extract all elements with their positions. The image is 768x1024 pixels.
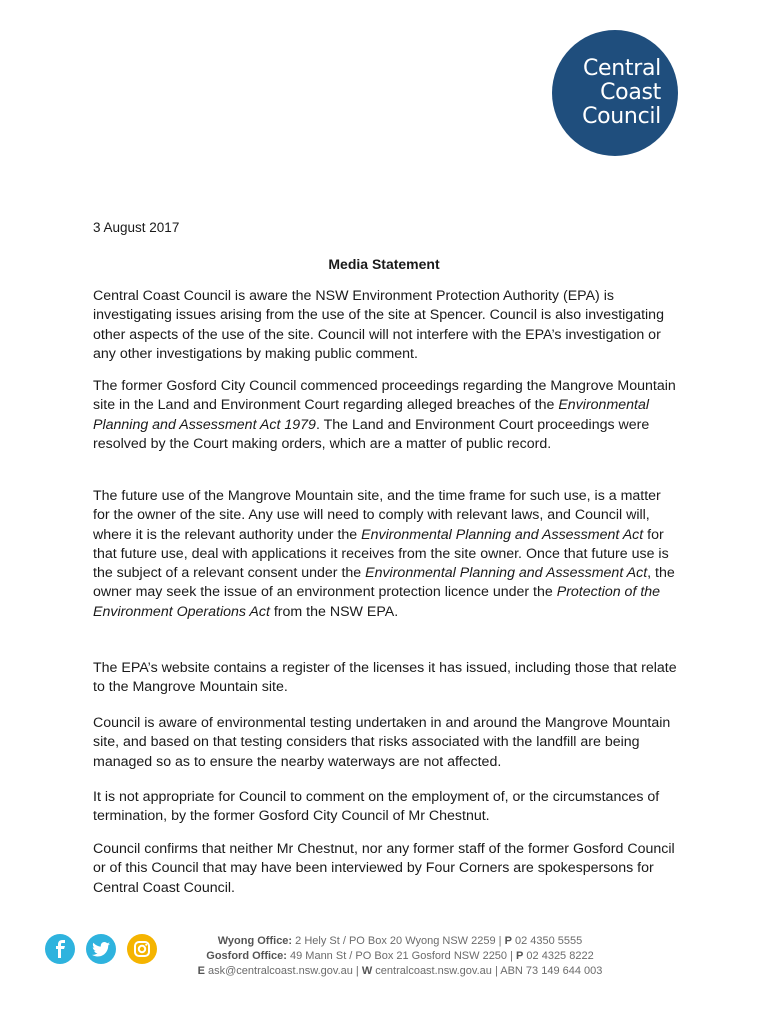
contact-line [140, 964, 660, 979]
wyong-phone: 02 4350 5555 [511, 935, 583, 947]
logo-line-1: Central [582, 56, 661, 81]
gosford-office-line [140, 949, 660, 964]
paragraph-3-text-g: from the NSW EPA. [269, 603, 399, 620]
email-link[interactable]: ask@centralcoast.nsw.gov.au | [204, 965, 362, 977]
page-title: Media Statement [328, 256, 440, 272]
gosford-label: Gosford Office: [206, 950, 287, 962]
council-logo [552, 30, 678, 156]
act-reference: Environmental Planning and Assessment Act 1979 [93, 397, 650, 433]
paragraph-7: Council confirms that neither Mr Chestnut, nor any former staff of the former Gosford Council or of this Council that may have been interviewed by Four Corners are spokespersons for Central Coast Council. [93, 841, 675, 896]
paragraph-2-text-a: The former Gosford City Council commenced proceedings regarding the Mangrove Mountain site in the Land and Environment Court regarding alleged breaches of the [93, 378, 676, 414]
act-reference: Protection of the Environment Operations Act [93, 584, 661, 620]
paragraph-3-text-e: , the owner may seek the issue of an environment protection licence under the [93, 565, 675, 601]
gosford-phone: 02 4325 8222 [523, 950, 594, 962]
act-reference: Environmental Planning and Assessment Act [365, 565, 648, 582]
phone-label: P [504, 935, 512, 947]
paragraph-2 [93, 377, 678, 454]
wyong-office-line [140, 934, 660, 949]
wyong-label: Wyong Office: [217, 935, 293, 947]
facebook-icon[interactable] [45, 934, 75, 964]
paragraph-2-text-c: . The Land and Environment Court proceedings were resolved by the Court making orders, which are a matter of public record. [93, 416, 650, 452]
paragraph-3-text-a: The future use of the Mangrove Mountain site, and the time frame for such use, is a matter for the owner of the site. Any use will need to comply with relevant laws, and Council will, where it is the relevant authority under the [93, 488, 661, 543]
email-label: E [197, 965, 205, 977]
paragraph-3 [93, 487, 678, 622]
logo-line-3: Council [582, 104, 661, 129]
paragraph-6: It is not appropriate for Council to comment on the employment of, or the circumstances of termination, by the former Gosford City Council of Mr Chestnut. [93, 789, 660, 825]
logo-line-2: Coast [600, 80, 661, 105]
paragraph-5: Council is aware of environmental testing undertaken in and around the Mangrove Mountain site, and based on that testing considers that risks associated with the landfill are being managed so as to ensure the nearby waterways are not affected. [93, 715, 671, 770]
act-reference: Environmental Planning and Assessment Act [361, 526, 644, 543]
paragraph-3-text-c: for that future use, deal with applications it receives from the site owner. Once that future use is the subject of a relevant consent under the [93, 526, 669, 582]
paragraph-4: The EPA’s website contains a register of the licenses it has issued, including those that relate to the Mangrove Mountain site. [93, 660, 677, 696]
web-link[interactable]: centralcoast.nsw.gov.au | ABN 73 149 644 003 [372, 965, 603, 977]
paragraph-1: Central Coast Council is aware the NSW Environment Protection Authority (EPA) is investigating issues arising from the use of the site at Spencer. Council is also investigating other aspects of the use of the site. Council will not interfere with the EPA’s investigation or any other investigations by making public comment. [93, 288, 664, 362]
wyong-address: 2 Hely St / PO Box 20 Wyong NSW 2259 | [292, 935, 505, 947]
twitter-icon[interactable] [86, 934, 116, 964]
statement-date: 3 August 2017 [93, 220, 180, 235]
web-label: W [361, 965, 373, 977]
gosford-address: 49 Mann St / PO Box 21 Gosford NSW 2250 | [286, 950, 517, 962]
contact-footer [140, 934, 660, 979]
phone-label: P [516, 950, 524, 962]
